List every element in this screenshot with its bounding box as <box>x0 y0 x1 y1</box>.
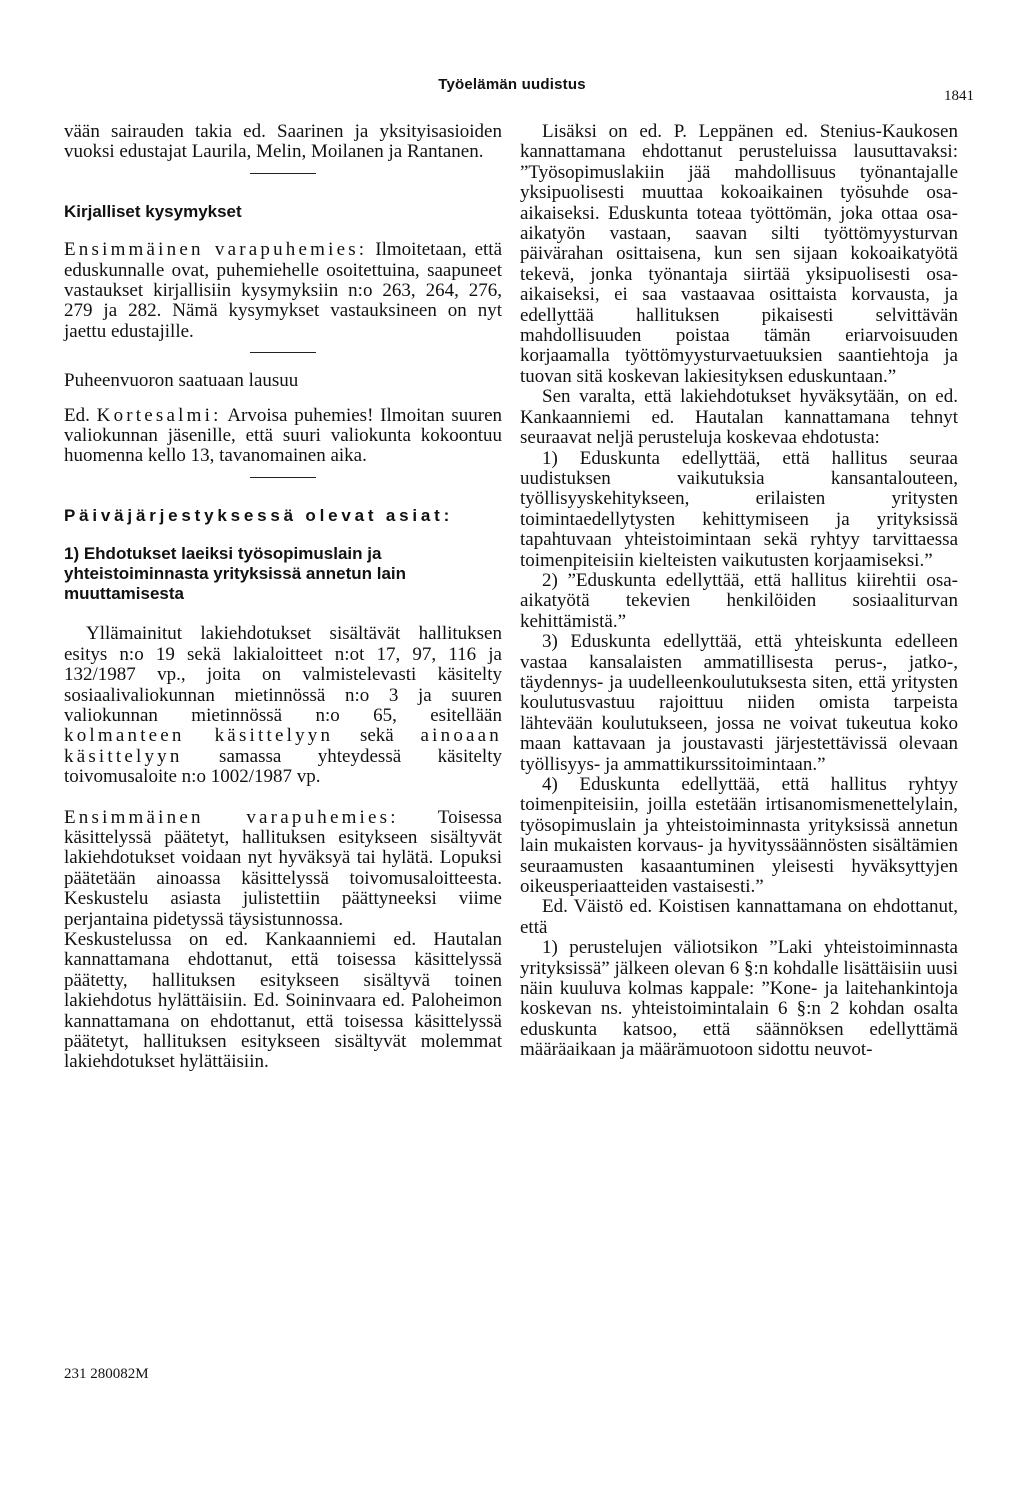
paragraph <box>64 808 502 930</box>
speaker-name: Ensimmäinen varapuhemies: <box>64 239 368 261</box>
list-item: 1) perustelujen väliotsikon ”Laki yhteistoiminnasta yrityksissä” jälkeen olevan 6 §:n kohdalle lisättäisiin uusi näin kuuluva kolmas kappale: ”Kone- ja laitehankintoja koskevan ns. yhteistoimintalain 6 §:n 2 kohdan osalta eduskunta katsoo, että säännöksen edellyttämä määräaikaan ja määrämuotoon sidottu neuvot- <box>520 937 958 1061</box>
paragraph: vään sairauden takia ed. Saarinen ja yksityisasioiden vuoksi edustajat Laurila, Melin, Moilanen ja Rantanen. <box>64 121 502 163</box>
agenda-item-title: 1) Ehdotukset laeiksi työsopimuslain ja yhteistoiminnasta yrityksissä annetun lain muuttamisesta <box>64 544 407 604</box>
running-title: Työelämän uudistus <box>438 76 586 93</box>
list-item: 1) Eduskunta edellyttää, että hallitus seuraa uudistuksen vaikutuksia kansantalouteen, työllisyyskehitykseen, erilaisten yritysten toimintaedellytysten kehittymiseen ja yrityksissä tapahtuvaan yhteistoimintaan sekä ryhtyy tarvittaessa toimenpiteisiin kielteisten vaikutusten korjaamiseksi.” <box>520 447 958 571</box>
paragraph-text: Arvoisa puhemies! Ilmoitan suuren valiokunnan jäsenille, että suuri valiokunta kokoontuu huomenna kello 13, tavanomainen aika. <box>64 404 503 467</box>
section-divider <box>250 173 316 174</box>
section-heading-questions: Kirjalliset kysymykset <box>64 201 242 221</box>
spaced-phrase: kolmanteen käsittelyyn <box>64 725 334 747</box>
section-heading-statement: Puheenvuoron saatuaan lausuu <box>64 370 299 392</box>
speaker-name: Ensimmäinen varapuhemies: <box>64 806 399 828</box>
print-code: 231 280082M <box>64 1366 149 1382</box>
paragraph-text: Toisessa käsittelyssä päätetyt, hallituksen esitykseen sisältyvät lakiehdotukset voidaan nyt hyväksyä tai hylätä. Lopuksi päätetään ainoassa käsittelyssä toivomusaloitteesta. Keskustelu asiasta julistettiin päättyneeksi viime perjantaina pidetyssä täysistunnossa. <box>64 806 502 930</box>
section-divider <box>250 477 316 478</box>
paragraph: Sen varalta, että lakiehdotukset hyväksytään, on ed. Kankaanniemi ed. Hautalan kannattamana tehnyt seuraavat neljä perusteluja koskevaa ehdotusta: <box>520 386 958 449</box>
section-divider <box>250 352 316 353</box>
speaker-name: Kortesalmi: <box>96 404 222 426</box>
paragraph: Lisäksi on ed. P. Leppänen ed. Stenius-Kaukosen kannattamana ehdottanut perusteluissa lausuttavaksi: ”Työsopimuslakiin jää mahdollisuus työnantajalle yksipuolisesti muuttaa kokoaikainen työsuhde osa-aikaiseksi. Eduskunta toteaa työttömän, joka ottaa osa-aikatyön vastaan, saavan silti työttömyysturvan päivärahan osittaisena, kun sen sijaan kokoaikatyötä tekevä, jonka työnantaja siirtää yksipuolisesti osa-aikaiseksi, ei saa vastaavaa osittaista korvausta, ja edellyttää hallituksen pikaisesti selvittävän mahdollisuuden poistaa tämän eriarvoisuuden korjaamalla työttömyysturvaetuuksien saantiehtoja ja tuovan sitä koskevan lakiesityksen eduskuntaan.” <box>520 121 958 387</box>
left-column <box>64 122 502 1073</box>
spaced-phrase: ainoaan käsittelyyn <box>64 725 502 767</box>
list-item: 2) ”Eduskunta edellyttää, että hallitus kiirehtii osa-aikatyötä tekevien henkilöiden sosiaaliturvan kehittämistä.” <box>520 569 958 632</box>
paragraph <box>64 240 502 342</box>
agenda-heading: Päiväjärjestyksessä olevat asiat: <box>64 505 454 525</box>
paragraph: Keskustelussa on ed. Kankaanniemi ed. Hautalan kannattamana ehdottanut, että toisessa käsittelyssä päätetty, hallituksen esitykseen sisältyvä toinen lakiehdotus hylättäisiin. Ed. Soininvaara ed. Paloheimon kannattamana on ehdottanut, että toisessa käsittelyssä päätetyt, hallituksen esitykseen sisältyvät molemmat lakiehdotukset hylättäisiin. <box>64 928 502 1073</box>
list-item: 3) Eduskunta edellyttää, että yhteiskunta edelleen vastaa kansalaisten ammatillisesta perus-, jatko-, täydennys- ja uudelleenkoulutuksesta siten, että yritysten koulutusvastuu rajoittuu niiden omista tarpeista lähtevään koulutukseen, jossa ne voivat tukeutua koko maan kattavaan ja joustavasti järjestettävissä olevaan työllisyys- ja ammattikurssitoimintaan.” <box>520 631 958 775</box>
paragraph: Ed. Väistö ed. Koistisen kannattamana on ehdottanut, että <box>520 896 958 938</box>
paragraph-text: Ilmoitetaan, että eduskunnalle ovat, puhemiehelle osoitettuina, saapuneet vastaukset kirjallisiin kysymyksiin n:o 263, 264, 276, 279 ja 282. Nämä kysymykset vastauksineen on nyt jaettu edustajille. <box>64 239 502 342</box>
right-column <box>520 122 958 1061</box>
speaker-prefix: Ed. <box>64 404 90 426</box>
list-item: 4) Eduskunta edellyttää, että hallitus ryhtyy toimenpiteisiin, joilla estetään irtisanomismenettelylain, työsopimuslain ja yhteistoiminnasta yrityksissä annetun lain mukaisten korvaus- ja hyvityssäännösten sisältämien seuraamusten kasaantuminen yleisesti hyväksyttyjen oikeusperiaatteiden vastaisesti.” <box>520 774 958 898</box>
paragraph <box>64 406 502 467</box>
page-number: 1841 <box>944 88 974 104</box>
paragraph: Yllämainitut lakiehdotukset sisältävät hallituksen esitys n:o 19 sekä lakialoitteet n:ot 17, 97, 116 ja 132/1987 vp., joita on valmistelevasti käsitelty sosiaalivaliokunnan mietinnössä n:o 3 ja suuren valiokunnan mietinnössä n:o 65, esitellään kolmanteen käsittelyyn sekä ainoaan käsittelyyn samassa yhteydessä käsitelty toivomusaloite n:o 1002/1987 vp. <box>64 623 502 788</box>
